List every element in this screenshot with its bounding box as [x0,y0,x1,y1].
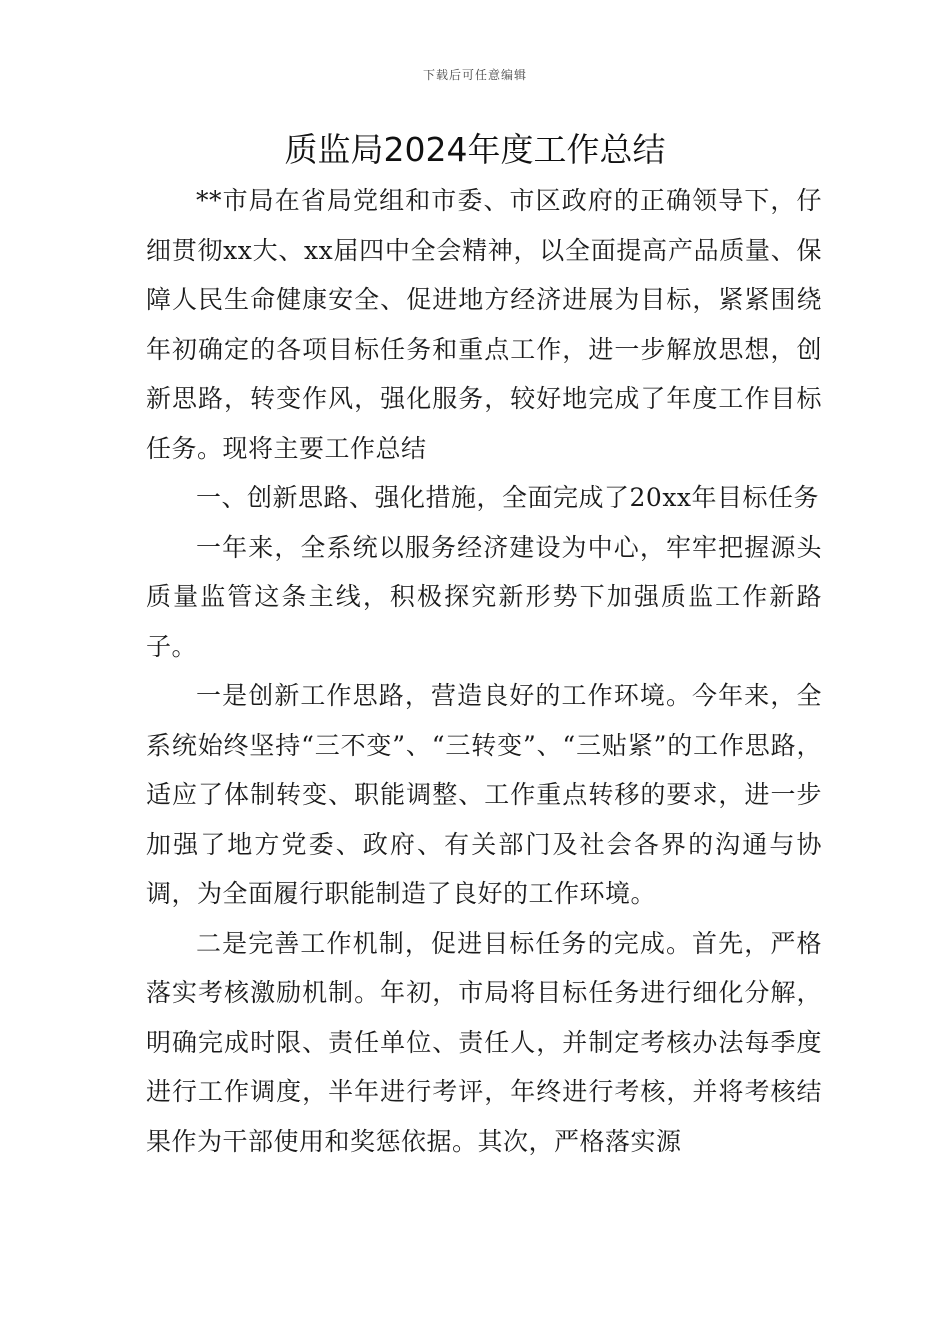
paragraph-intro: **市局在省局党组和市委、市区政府的正确领导下，仔细贯彻xx大、xx届四中全会精神，以全面提高产品质量、保障人民生命健康安全、促进地方经济进展为目标，紧紧围绕年初确定的各项目标任务和重点工作，进一步解放思想，创新思路，转变作风，强化服务，较好地完成了年度工作目标任务。现将主要工作总结 [146,186,822,463]
paragraph-section-heading-1: 一、创新思路、强化措施，全面完成了20xx年目标任务 [196,483,820,512]
paragraph-point-2: 二是完善工作机制，促进目标任务的完成。首先，严格落实考核激励机制。年初，市局将目标任务进行细化分解，明确完成时限、责任单位、责任人，并制定考核办法每季度进行工作调度，半年进行考评，年终进行考核，并将考核结果作为干部使用和奖惩依据。其次，严格落实源 [146,928,822,1156]
document-title: 质监局2024年度工作总结 [284,130,666,169]
document-body [146,176,822,1166]
paragraph-point-1: 一是创新工作思路，营造良好的工作环境。今年来，全系统始终坚持“三不变”、“三转变”、“三贴紧”的工作思路，适应了体制转变、职能调整、工作重点转移的要求，进一步加强了地方党委、政府、有关部门及社会各界的沟通与协调，为全面履行职能制造了良好的工作环境。 [146,681,822,908]
paragraph-overview: 一年来，全系统以服务经济建设为中心，牢牢把握源头质量监管这条主线，积极探究新形势下加强质监工作新路子。 [146,532,822,661]
page-header-note: 下载后可任意编辑 [422,68,527,82]
